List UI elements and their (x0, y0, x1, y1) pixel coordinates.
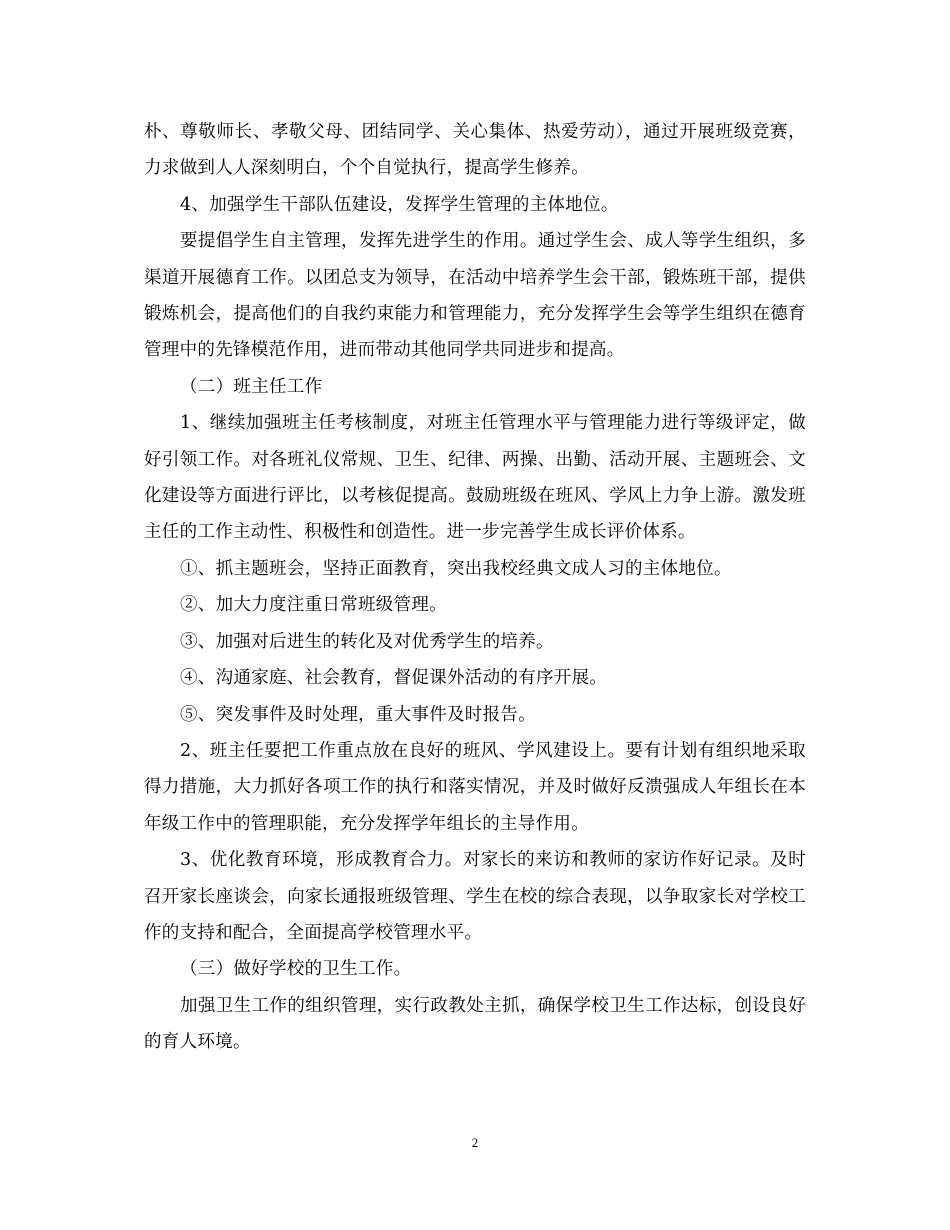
list-item-circled-2: ②、加大力度注重日常班级管理。 (180, 595, 447, 616)
section-heading-hygiene-work: （三）做好学校的卫生工作。 (180, 959, 412, 980)
section-heading-class-teacher-work: （二）班主任工作 (180, 376, 323, 397)
list-item-circled-5: ⑤、突发事件及时处理，重大事件及时报告。 (180, 704, 536, 725)
paragraph-item-2: 2、班主任要把工作重点放在良好的班风、学风建设上。要有计划有组织地采取得力措施，大力抓好各项工作的执行和落实情况，并及时做好反溃强成人年组长在本年级工作中的管理职能，充分发挥学年组长的主导作用。 (144, 740, 806, 834)
list-item-circled-3: ③、加强对后进生的转化及对优秀学生的培养。 (180, 631, 554, 652)
document-body (144, 114, 806, 1061)
paragraph-item-3: 3、优化教育环境，形成教育合力。对家长的来访和教师的家访作好记录。及时召开家长座谈会，向家长通报班级管理、学生在校的综合表现，以争取家长对学校工作的支持和配合，全面提高学校管理水平。 (144, 850, 806, 943)
page-number: 2 (471, 1135, 479, 1150)
paragraph-hygiene-management: 加强卫生工作的组织管理，实行政教处主抓，确保学校卫生工作达标，创设良好的育人环境。 (144, 995, 806, 1053)
paragraph-item-4: 4、加强学生干部队伍建设，发挥学生管理的主体地位。 (180, 194, 619, 215)
paragraph-continuation: 朴、尊敬师长、孝敬父母、团结同学、关心集体、热爱劳动），通过开展班级竞赛，力求做到人人深刻明白，个个自觉执行，提高学生修养。 (144, 122, 806, 179)
paragraph-item-1: 1、继续加强班主任考核制度，对班主任管理水平与管理能力进行等级评定，做好引领工作。对各班礼仪常规、卫生、纪律、两操、出勤、活动开展、主题班会、文化建设等方面进行评比，以考核促提高。鼓励班级在班风、学风上力争上游。激发班主任的工作主动性、积极性和创造性。进一步完善学生成长评价体系。 (144, 413, 806, 543)
list-item-circled-1: ①、抓主题班会，坚持正面教育，突出我校经典文成人习的主体地位。 (180, 558, 732, 579)
paragraph-student-self-management: 要提倡学生自主管理，发挥先进学生的作用。通过学生会、成人等学生组织，多渠道开展德育工作。以团总支为领导，在活动中培养学生会干部，锻炼班干部，提供锻炼机会，提高他们的自我约束能力和管理能力，充分发挥学生会等学生组织在德育管理中的先锋模范作用，进而带动其他同学共同进步和提高。 (144, 231, 806, 361)
list-item-circled-4: ④、沟通家庭、社会教育，督促课外活动的有序开展。 (180, 668, 608, 689)
